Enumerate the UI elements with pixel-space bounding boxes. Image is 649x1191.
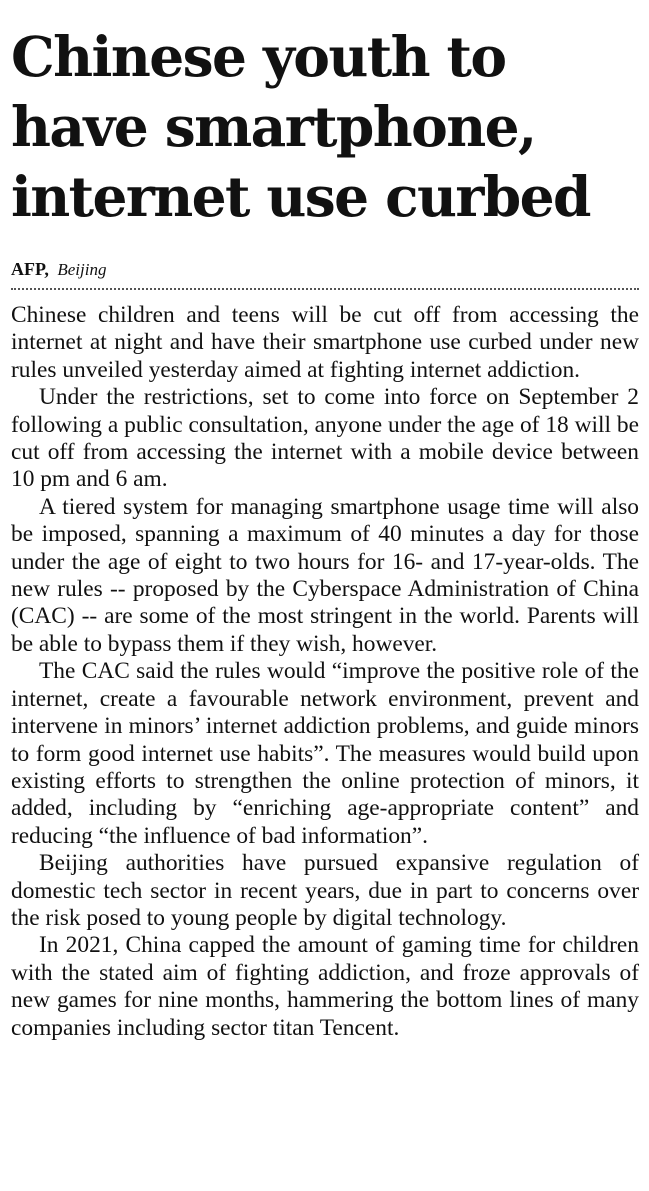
article-paragraph: In 2021, China capped the amount of gaming time for children with the stated aim of fighting addiction, and froze approvals of new games for nine months, hammering the bottom lines of many companies including sector titan Tencent.	[11, 932, 639, 1041]
byline-agency: AFP,	[11, 259, 49, 279]
article-paragraph: A tiered system for managing smartphone usage time will also be imposed, spanning a maximum of 40 minutes a day for those under the age of eight to two hours for 16- and 17-year-olds. The new rules -- proposed by the Cyberspace Administration of China (CAC) -- are some of the most stringent in the world. Parents will be able to bypass them if they wish, however.	[11, 493, 639, 657]
byline	[11, 258, 639, 282]
byline-location: Beijing	[57, 260, 107, 279]
article-paragraph: Under the restrictions, set to come into force on September 2 following a public consultation, anyone under the age of 18 will be cut off from accessing the internet with a mobile device between 10 pm and 6 am.	[11, 384, 639, 493]
article-paragraph: The CAC said the rules would “improve the positive role of the internet, create a favourable network environment, prevent and intervene in minors’ internet addiction problems, and guide minors to form good internet use habits”. The measures would build upon existing efforts to strengthen the online protection of minors, it added, including by “enriching age-appropriate content” and reducing “the influence of bad information”.	[11, 658, 639, 849]
article-body	[11, 302, 639, 1042]
article-paragraph: Beijing authorities have pursued expansive regulation of domestic tech sector in recent years, due in part to concerns over the risk posed to young people by digital technology.	[11, 850, 639, 931]
article-paragraph: Chinese children and teens will be cut off from accessing the internet at night and have their smartphone use curbed under new rules unveiled yesterday aimed at fighting internet addiction.	[11, 302, 639, 383]
headline: Chinese youth to have smartphone, internet use curbed	[11, 24, 590, 229]
news-article	[11, 22, 639, 1042]
dotted-divider	[11, 288, 639, 290]
